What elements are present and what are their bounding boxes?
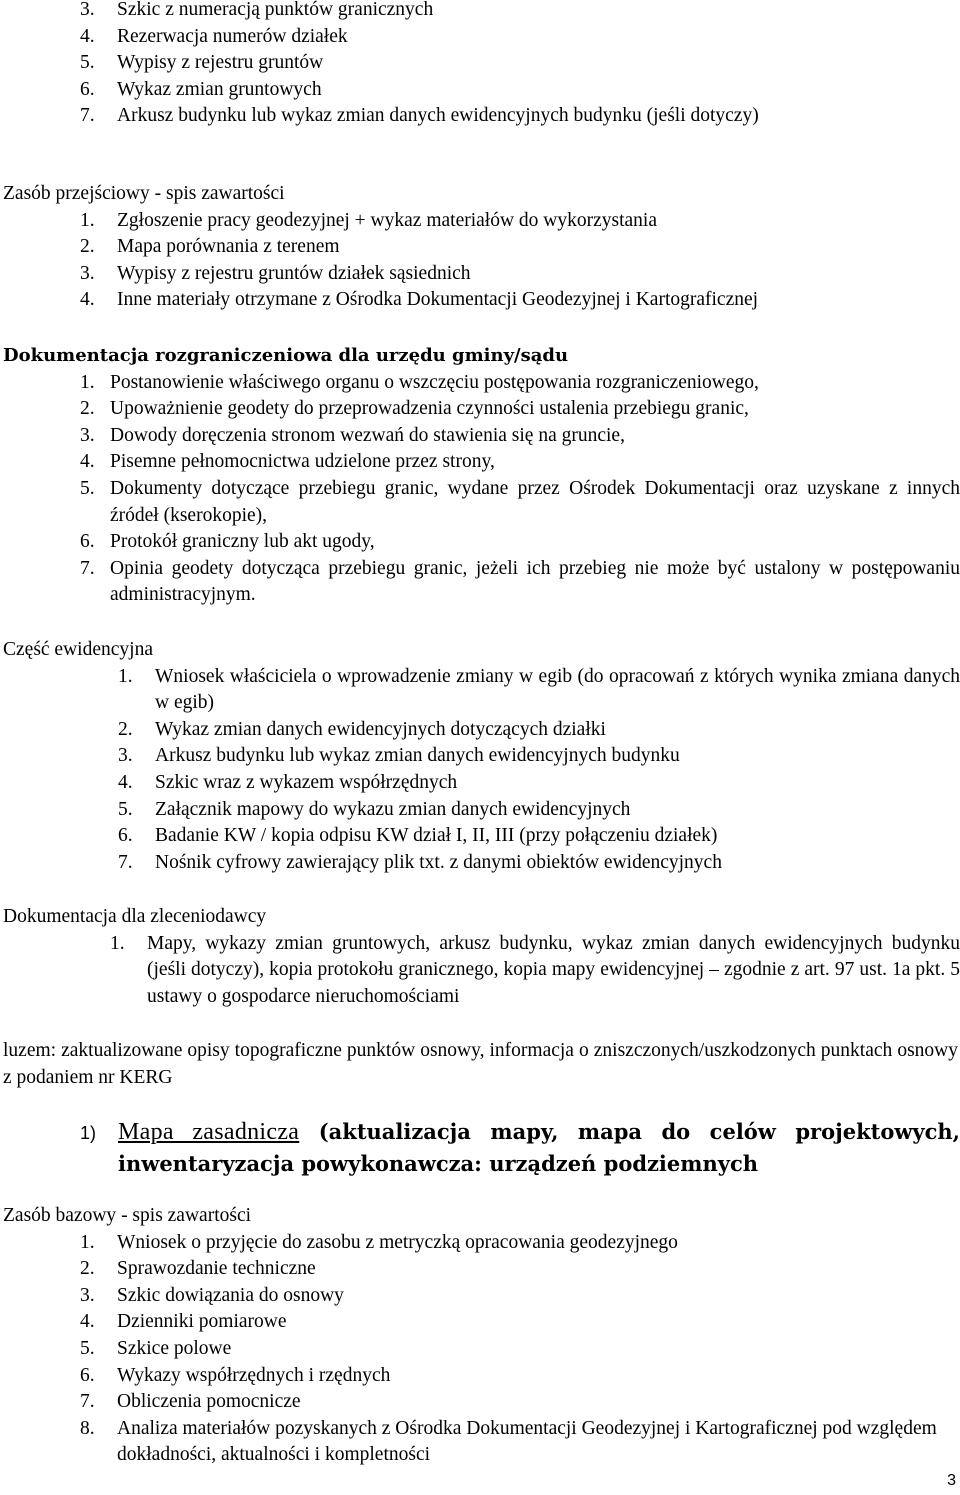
list-item: 3. Wypisy z rejestru gruntów działek sąsiednich (80, 262, 471, 284)
list-item: 5. Wypisy z rejestru gruntów (80, 52, 324, 74)
section-items (0, 1230, 960, 1469)
list-item: 6. Wykazy współrzędnych i rzędnych (80, 1364, 391, 1386)
list-item: 6. Protokół graniczny lub akt ugody, (80, 531, 375, 553)
section-items (0, 370, 960, 609)
section-title: Zasób przejściowy - spis zawartości (3, 183, 285, 204)
list-item: 3. Arkusz budynku lub wykaz zmian danych ewidencyjnych budynku (118, 745, 680, 767)
list-top-items (0, 0, 960, 130)
section-dokumentacja-zleceniodawcy (0, 904, 960, 1010)
list-item: 4. Szkic wraz z wykazem współrzędnych (118, 771, 458, 793)
heading-text (118, 1116, 960, 1179)
list-item: 5. Dokumenty dotyczące przebiegu granic, wydane przez Ośrodek Dokumentacji oraz uzyskane z innych źródeł (kserokopie), (80, 477, 960, 526)
heading-number: 1) (80, 1123, 97, 1143)
list-item: 1. Mapy, wykazy zmian gruntowych, arkusz budynku, wykaz zmian danych ewidencyjnych budynku (jeśli dotyczy), kopia protokołu granicznego, kopia mapy ewidencyjnej – zgodnie z art. 97 ust. 1a pkt. 5 ustawy o gospodarce nieruchomościami (110, 932, 960, 1007)
list-top (0, 0, 960, 130)
list-item: 8. Analiza materiałów pozyskanych z Ośrodka Dokumentacji Geodezyjnej i Kartograficznej pod względem dokładności, aktualności i kompletności (80, 1417, 937, 1466)
page-number: 3 (947, 1472, 956, 1489)
list-item: 1. Postanowienie właściwego organu o wszczęciu postępowania rozgraniczeniowego, (80, 371, 759, 393)
section-title: Dokumentacja rozgraniczeniowa dla urzędu gminy/sądu (3, 345, 569, 366)
list-item: 1. Wniosek właściciela o wprowadzenie zmiany w egib (do opracowań z których wynika zmiana danych w egib) (118, 665, 960, 714)
section-dokumentacja-rozgraniczeniowa (0, 343, 960, 609)
list-item: 6. Badanie KW / kopia odpisu KW dział I, II, III (przy połączeniu działek) (118, 825, 718, 847)
list-item: 4. Inne materiały otrzymane z Ośrodka Dokumentacji Geodezyjnej i Kartograficznej (80, 289, 759, 311)
list-item: 5. Załącznik mapowy do wykazu zmian danych ewidencyjnych (118, 798, 631, 820)
list-item: 7. Obliczenia pomocnicze (80, 1391, 301, 1413)
section-items (0, 931, 960, 1011)
list-item: 2. Mapa porównania z terenem (80, 236, 340, 258)
heading-underlined: Mapa zasadnicza (118, 1119, 300, 1145)
list-item: 1. Wniosek o przyjęcie do zasobu z metryczką opracowania geodezyjnego (80, 1231, 678, 1253)
list-item: 7. Nośnik cyfrowy zawierający plik txt. z danymi obiektów ewidencyjnych (118, 851, 722, 873)
list-item: 2. Wykaz zmian danych ewidencyjnych dotyczących działki (118, 718, 606, 740)
list-item: 6. Wykaz zmian gruntowych (80, 78, 322, 100)
section-czesc-ewidencyjna (0, 637, 960, 876)
section-zasob-bazowy (0, 1203, 960, 1469)
list-item: 5. Szkice polowe (80, 1337, 232, 1359)
list-item: 4. Pisemne pełnomocnictwa udzielone przez strony, (80, 451, 495, 473)
list-item: 7. Opinia geodety dotycząca przebiegu granic, jeżeli ich przebieg nie może być ustalony w postępowaniu administracyjnym. (80, 557, 960, 606)
list-item: 3. Szkic z numeracją punktów granicznych (80, 0, 434, 20)
list-item: 1. Zgłoszenie pracy geodezyjnej + wykaz materiałów do wykorzystania (80, 209, 658, 231)
list-item: 2. Sprawozdanie techniczne (80, 1258, 316, 1280)
section-zasob-przejsciowy (0, 181, 960, 314)
list-item: 7. Arkusz budynku lub wykaz zmian danych ewidencyjnych budynku (jeśli dotyczy) (80, 105, 759, 127)
section-items (0, 208, 960, 314)
section-items (0, 664, 960, 877)
list-item: 3. Dowody doręczenia stronom wezwań do stawienia się na gruncie, (80, 424, 625, 446)
section-title: Zasób bazowy - spis zawartości (3, 1205, 252, 1226)
mapa-zasadnicza-heading (80, 1116, 960, 1179)
section-title: Dokumentacja dla zleceniodawcy (3, 906, 267, 927)
list-item: 4. Rezerwacja numerów działek (80, 25, 348, 47)
section-title: Część ewidencyjna (3, 639, 153, 660)
list-item: 3. Szkic dowiązania do osnowy (80, 1284, 344, 1306)
list-item: 4. Dzienniki pomiarowe (80, 1311, 287, 1333)
heading-rest: (aktualizacja mapy, mapa do celów projektowych, inwentaryzacja powykonawcza: urządzeń podziemnych (118, 1119, 960, 1176)
luzem-paragraph: luzem: zaktualizowane opisy topograficzne punktów osnowy, informacja o zniszczonych/uszkodzonych punktach osnowy z podaniem nr KERG (3, 1040, 958, 1088)
list-item: 2. Upoważnienie geodety do przeprowadzenia czynności ustalenia przebiegu granic, (80, 398, 749, 420)
